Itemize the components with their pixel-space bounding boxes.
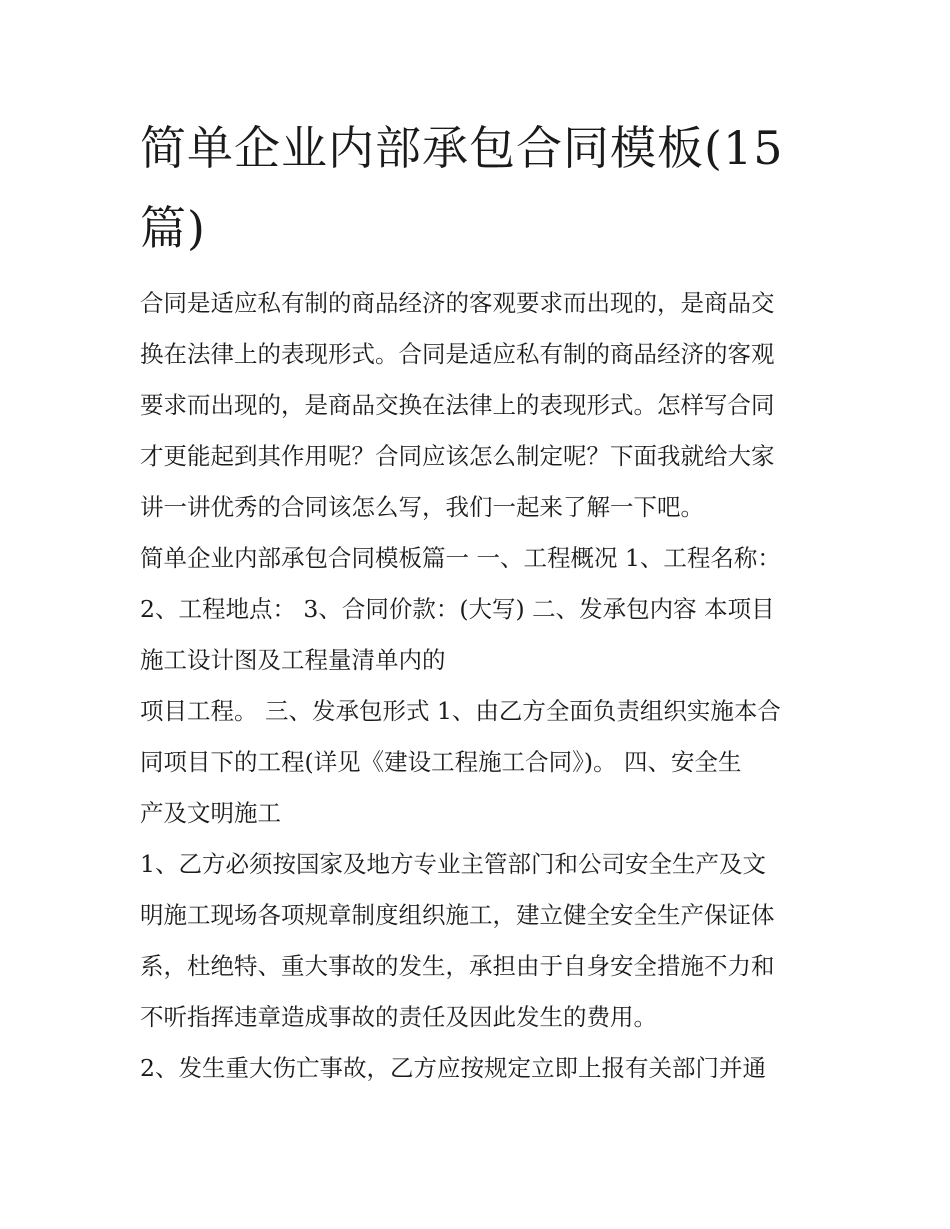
body-line: 同项目下的工程(详见《建设工程施工合同》)。 四、安全生 — [140, 748, 742, 776]
body-line: 施工设计图及工程量清单内的 — [140, 646, 446, 674]
document-body — [140, 278, 820, 1094]
title-line: 简单企业内部承包合同模板(15 — [140, 121, 784, 175]
body-line: 系，杜绝特、重大事故的发生，承担由于自身安全措施不力和 — [140, 952, 775, 980]
body-line: 换在法律上的表现形式。合同是适应私有制的商品经济的客观 — [140, 340, 775, 368]
body-line: 讲一讲优秀的合同该怎么写，我们一起来了解一下吧。 — [140, 493, 704, 521]
title-line: 篇) — [140, 201, 206, 255]
body-line: 2、发生重大伤亡事故，乙方应按规定立即上报有关部门并通 — [140, 1054, 766, 1082]
document-title — [140, 108, 820, 268]
body-line: 简单企业内部承包合同模板篇一 一、工程概况 1、工程名称： — [140, 544, 781, 572]
body-line: 合同是适应私有制的商品经济的客观要求而出现的，是商品交 — [140, 289, 775, 317]
body-line: 产及文明施工 — [140, 799, 281, 827]
body-line: 要求而出现的，是商品交换在法律上的表现形式。怎样写合同 — [140, 391, 775, 419]
body-line: 1、乙方必须按国家及地方专业主管部门和公司安全生产及文 — [140, 850, 766, 878]
body-line: 项目工程。 三、发承包形式 1、由乙方全面负责组织实施本合 — [140, 697, 781, 725]
body-line: 才更能起到其作用呢？合同应该怎么制定呢？下面我就给大家 — [140, 442, 775, 470]
body-line: 2、工程地点： 3、合同价款：(大写) 二、发承包内容 本项目 — [140, 595, 775, 623]
body-line: 不听指挥违章造成事故的责任及因此发生的费用。 — [140, 1003, 657, 1031]
body-line: 明施工现场各项规章制度组织施工，建立健全安全生产保证体 — [140, 901, 775, 929]
